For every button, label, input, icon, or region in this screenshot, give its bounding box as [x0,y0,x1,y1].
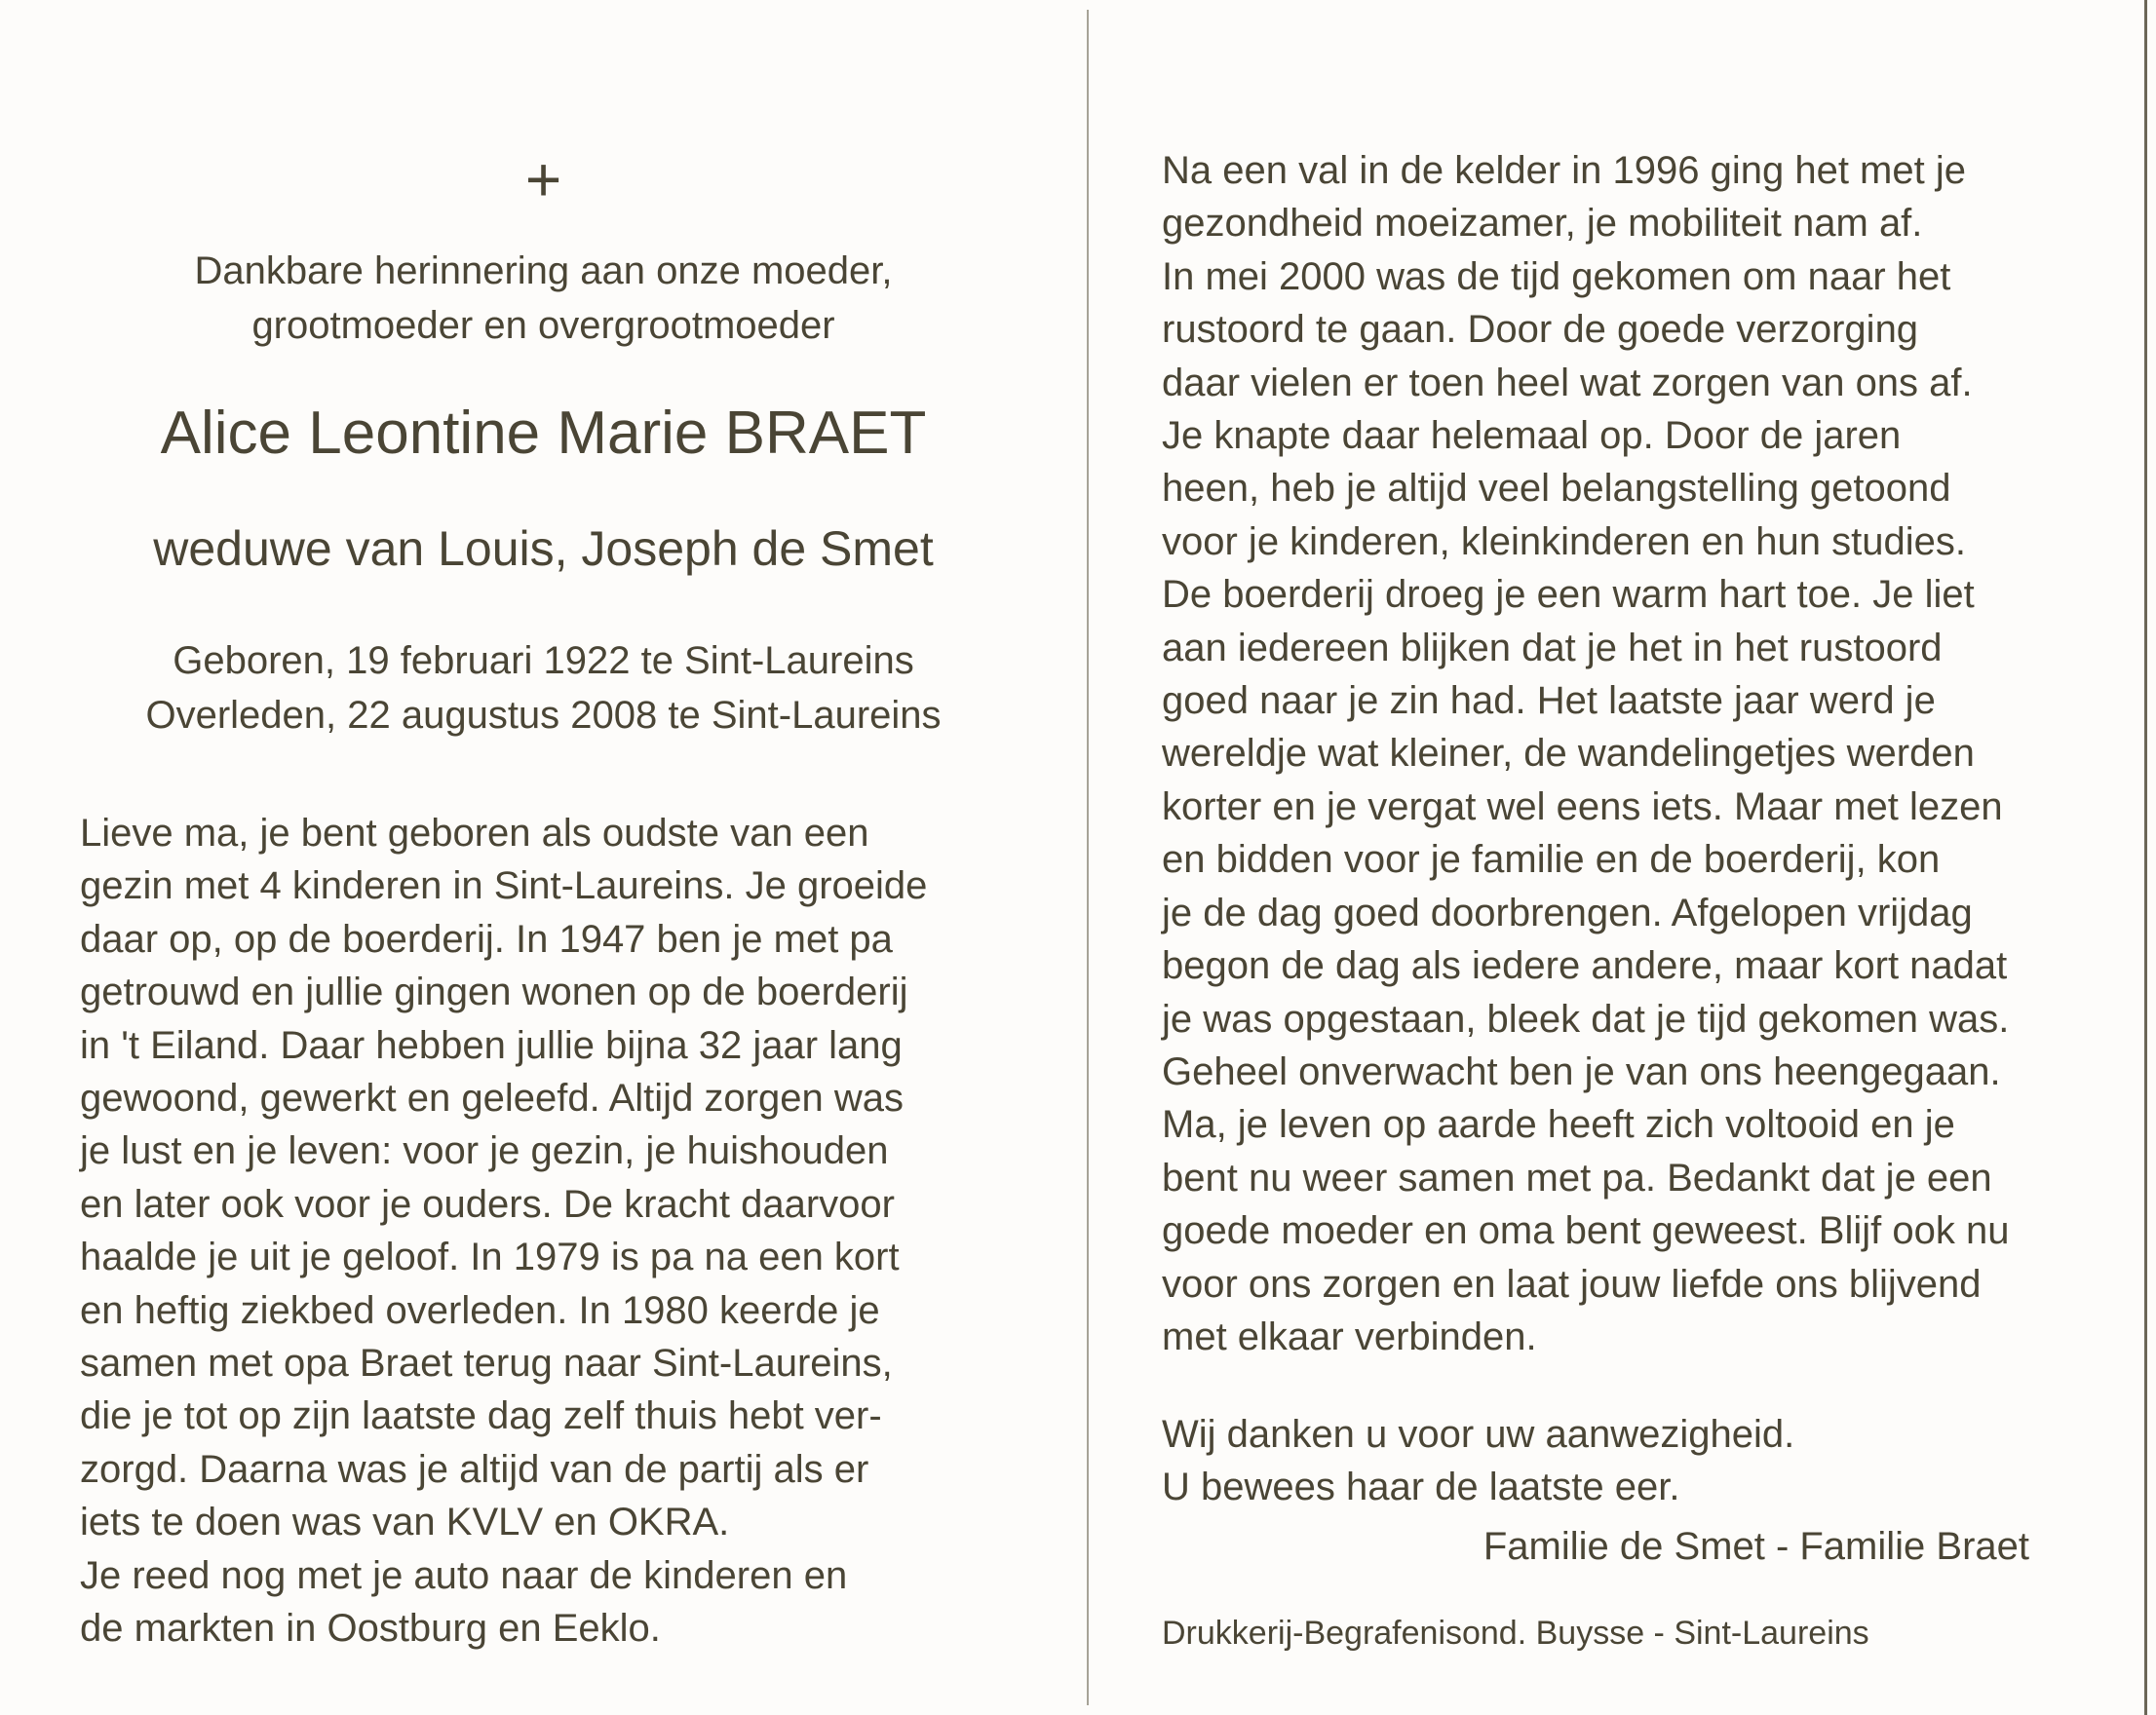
text-line: Geheel onverwacht ben je van ons heengegaan. [1162,1049,2001,1093]
text-line: aan iedereen blijken dat je het in het rustoord [1162,626,1943,669]
printer-credit: Drukkerij-Begrafenisond. Buysse - Sint-Laureins [1162,1615,1869,1652]
text-line: en later ook voor je ouders. De kracht daarvoor [80,1182,895,1226]
text-line: goed naar je zin had. Het laatste jaar werd je [1162,679,1936,723]
text-line: voor ons zorgen en laat jouw liefde ons blijvend [1162,1262,1982,1306]
text-line: die je tot op zijn laatste dag zelf thuis hebt ver- [80,1394,882,1438]
text-line: in 't Eiland. Daar hebben jullie bijna 32 jaar lang [80,1023,903,1067]
text-line: heen, heb je altijd veel belangstelling getoond [1162,467,1951,511]
left-body-text [80,807,927,1656]
text-line: de markten in Oostburg en Eeklo. [80,1607,661,1651]
text-line: korter en je vergat wel eens iets. Maar met lezen [1162,784,2003,828]
intro-text [0,244,1087,353]
text-line: samen met opa Braet terug naar Sint-Laureins, [80,1342,893,1386]
right-body-text [1162,144,2009,1363]
text-line: wereldje wat kleiner, de wandelingetjes werden [1162,732,1975,776]
text-line: begon de dag als iedere andere, maar kort nadat [1162,944,2008,988]
text-line: rustoord te gaan. Door de goede verzorging [1162,308,1919,352]
text-line: je was opgestaan, bleek dat je tijd gekomen was. [1162,997,2010,1041]
right-page [1089,0,2144,1715]
text-line: daar vielen er toen heel wat zorgen van ons af. [1162,361,1973,404]
text-line: gezin met 4 kinderen in Sint-Laureins. Je groeide [80,864,928,908]
text-line: Lieve ma, je bent geboren als oudste van een [80,812,869,855]
text-line: Je reed nog met je auto naar de kinderen en [80,1553,848,1597]
death-date-line: Overleden, 22 augustus 2008 te Sint-Laureins [145,694,942,737]
intro-line: grootmoeder en overgrootmoeder [251,304,835,347]
text-line: je de dag goed doorbrengen. Afgelopen vrijdag [1162,891,1973,934]
thanks-text [1162,1408,1794,1514]
card-edge [2144,0,2147,1715]
life-dates [0,633,1087,743]
widow-line: weduwe van Louis, Joseph de Smet [153,521,934,576]
text-line: en heftig ziekbed overleden. In 1980 keerde je [80,1288,880,1332]
text-line: getrouwd en jullie gingen wonen op de boerderij [80,971,908,1014]
text-line: met elkaar verbinden. [1162,1315,1537,1358]
text-line: Ma, je leven op aarde heeft zich voltooid en je [1162,1103,1955,1147]
text-line: iets te doen was van KVLV en OKRA. [80,1501,730,1544]
text-line: In mei 2000 was de tijd gekomen om naar het [1162,254,1951,298]
birth-date-line: Geboren, 19 februari 1922 te Sint-Laureins [173,639,914,682]
text-line: goede moeder en oma bent geweest. Blijf ook nu [1162,1209,2010,1253]
text-line: voor je kinderen, kleinkinderen en hun studies. [1162,519,1966,563]
text-line: gewoond, gewerkt en geleefd. Altijd zorgen was [80,1077,904,1121]
intro-line: Dankbare herinnering aan onze moeder, [194,249,893,292]
text-line: daar op, op de boerderij. In 1947 ben je met pa [80,917,893,961]
deceased-name: Alice Leontine Marie BRAET [160,400,927,467]
text-line: je lust en je leven: voor je gezin, je huishouden [80,1129,889,1173]
thanks-line: U bewees haar de laatste eer. [1162,1466,1680,1509]
text-line: zorgd. Daarna was je altijd van de partij als er [80,1447,869,1491]
text-line: haalde je uit je geloof. In 1979 is pa na een kort [80,1236,900,1279]
text-line: gezondheid moeizamer, je mobiliteit nam af. [1162,202,1923,246]
text-line: en bidden voor je familie en de boerderij, kon [1162,838,1941,882]
text-line: Je knapte daar helemaal op. Door de jaren [1162,414,1902,458]
text-line: De boerderij droeg je een warm hart toe. Je liet [1162,573,1975,617]
text-line: Na een val in de kelder in 1996 ging het met je [1162,149,1966,192]
cross-icon: + [524,144,562,214]
text-line: bent nu weer samen met pa. Bedankt dat je een [1162,1156,1992,1200]
family-signature: Familie de Smet - Familie Braet [1482,1525,2029,1568]
thanks-line: Wij danken u voor uw aanwezigheid. [1162,1413,1795,1456]
